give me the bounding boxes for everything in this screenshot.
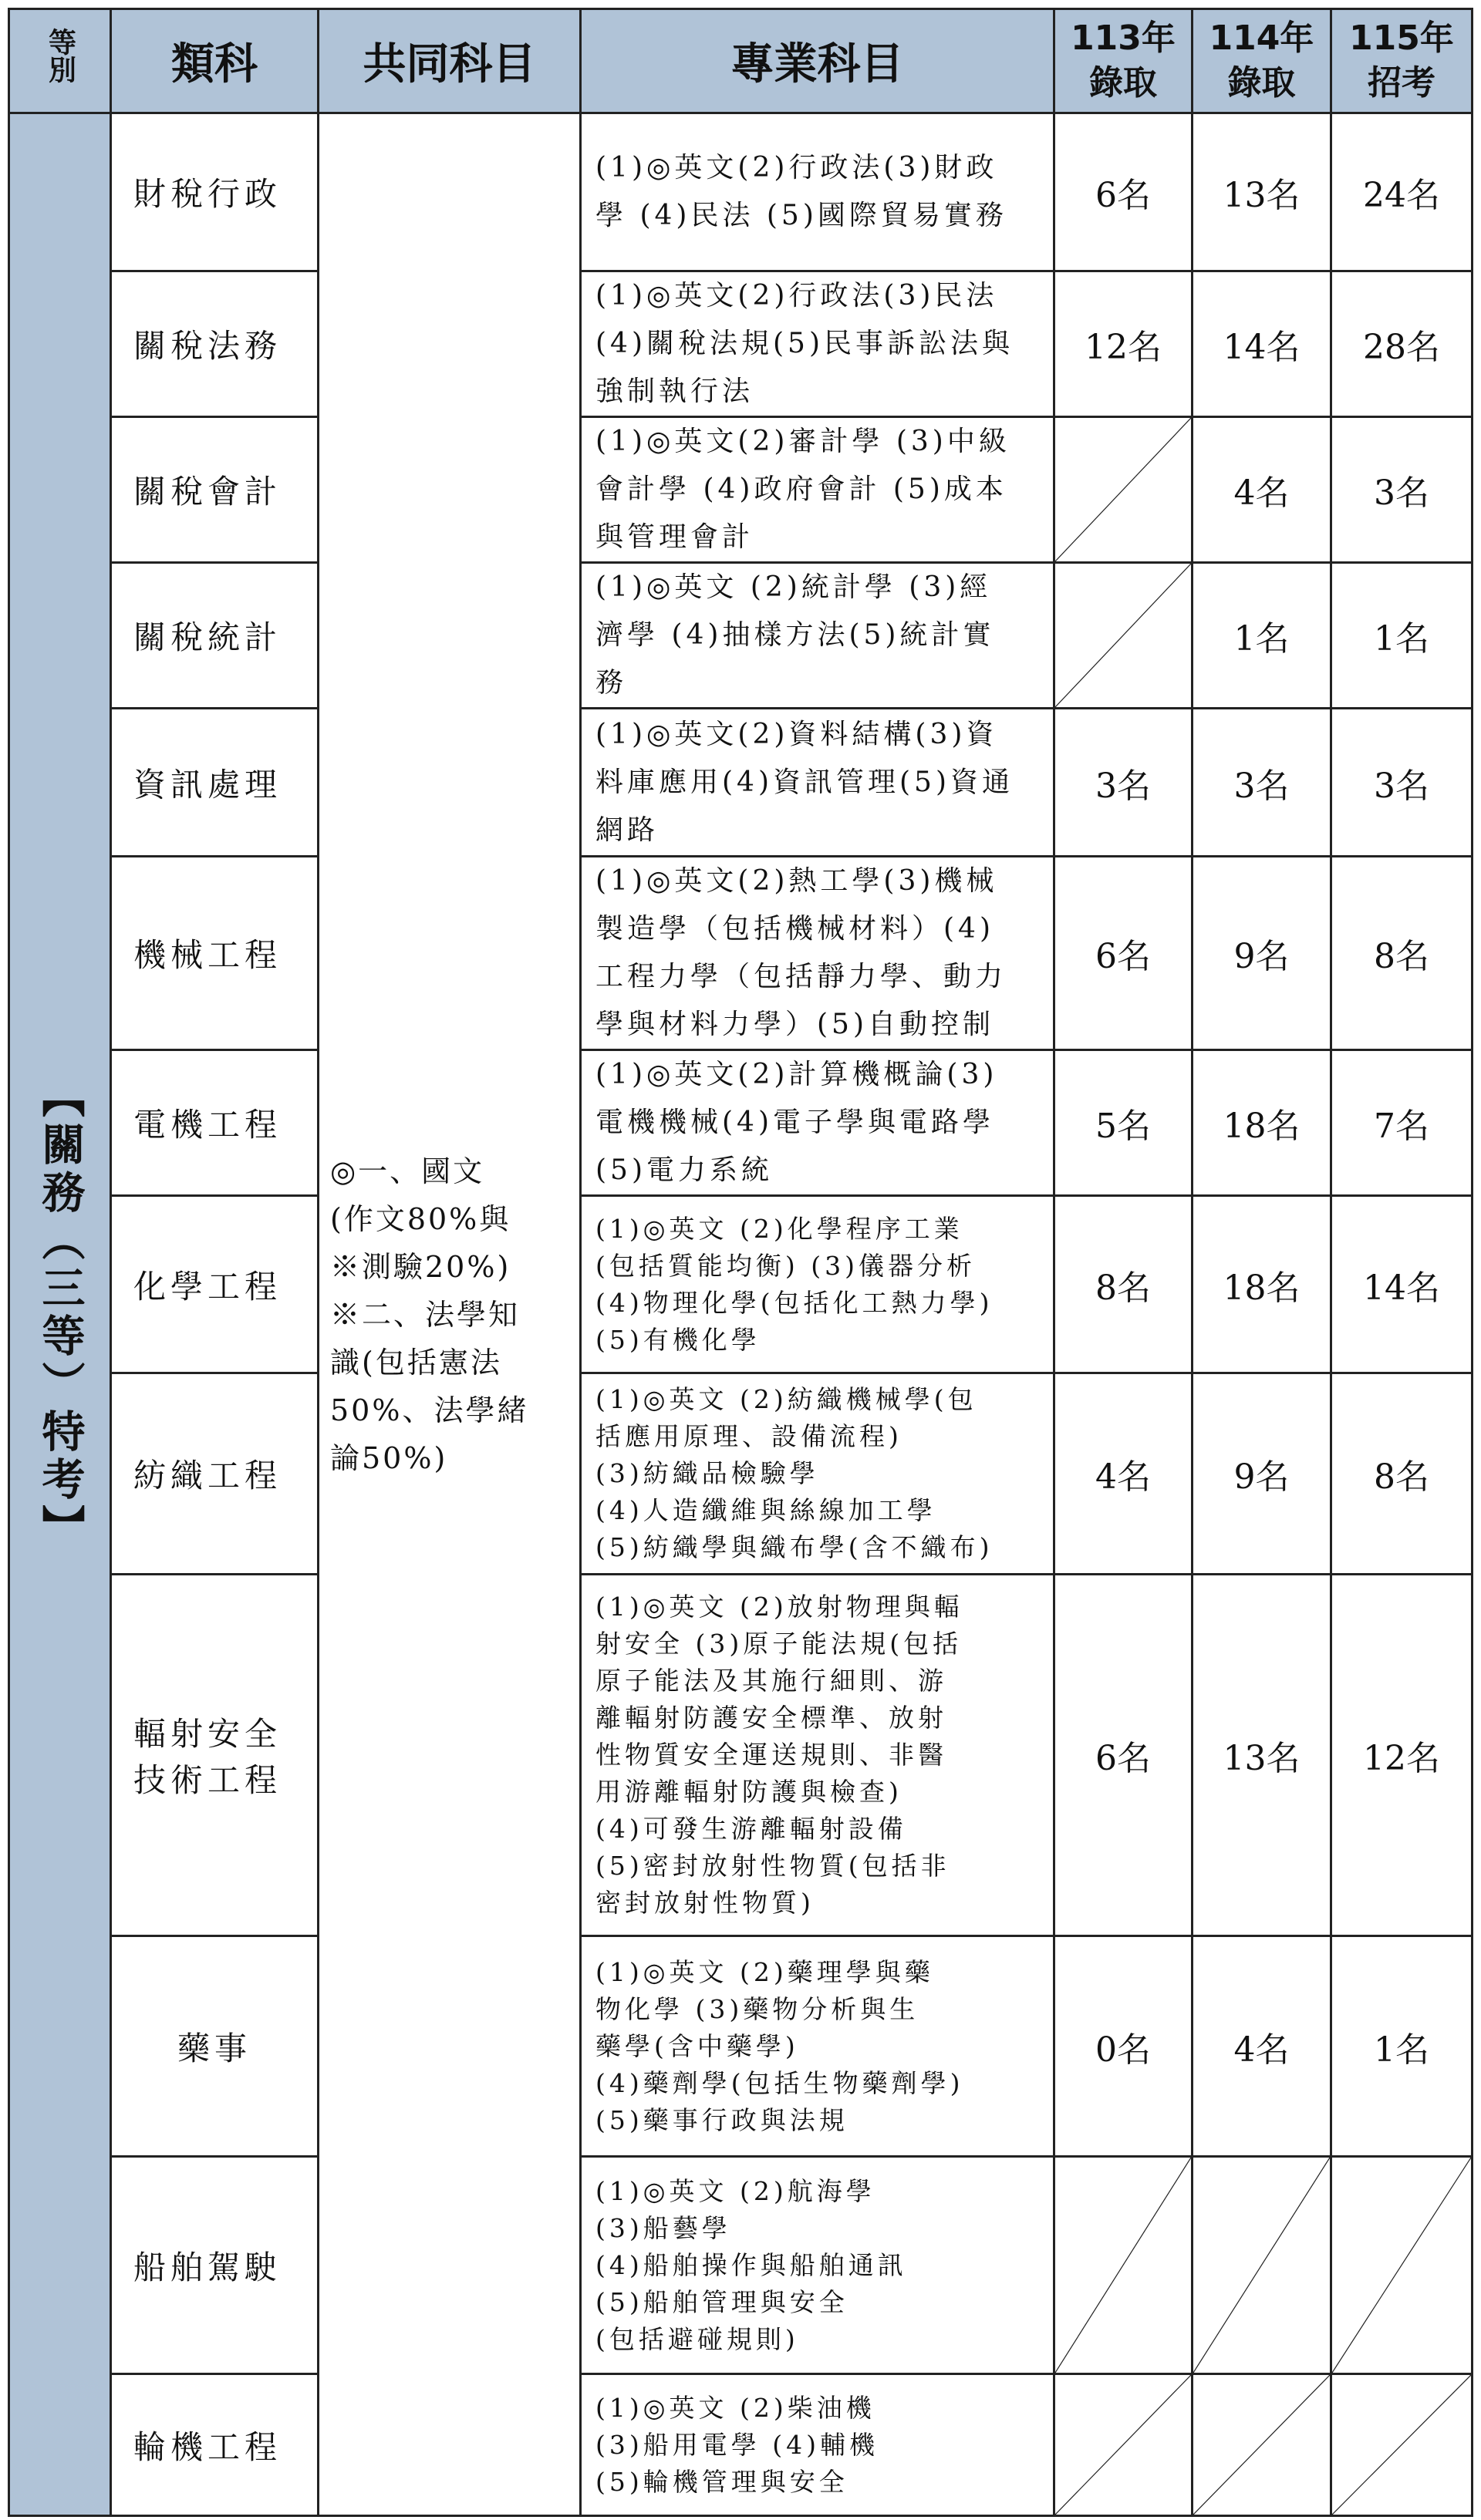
subject-line: 會計學 (4)政府會計 (5)成本 — [595, 473, 1007, 505]
header-114: 114年 錄取 — [1193, 9, 1331, 113]
table-row — [9, 1050, 1473, 1196]
subject-line: (1)◎英文(2)審計學 (3)中級 — [595, 426, 1010, 457]
subject-line: 電機機械(4)電子學與電路學 — [595, 1107, 994, 1138]
subject-line: 物化學 (3)藥物分析與生 — [595, 1993, 919, 2024]
subject-line: 學與材料力學）(5)自動控制 — [595, 1009, 994, 1040]
count-y114: 13名 — [1193, 1575, 1331, 1936]
subject-line: (包括避碰規則) — [595, 2323, 799, 2354]
professional-subjects-cell — [581, 709, 1054, 857]
subject-line: (4)人造纖維與絲線加工學 — [595, 1495, 936, 1525]
not-offered-y113 — [1054, 417, 1193, 563]
subject-line: (5)藥事行政與法規 — [595, 2104, 848, 2135]
table-row — [9, 857, 1473, 1050]
professional-subjects-cell — [581, 1050, 1054, 1196]
count-y114: 4名 — [1193, 1936, 1331, 2157]
count-y115: 8名 — [1331, 1373, 1473, 1575]
header-grade: 等別 — [9, 9, 111, 113]
table-row — [9, 2374, 1473, 2516]
diagonal-slash-icon — [1193, 2375, 1330, 2515]
count-y115: 1名 — [1331, 1936, 1473, 2157]
subject-line: (3)紡織品檢驗學 — [595, 1458, 819, 1488]
subject-line: (1)◎英文 (2)藥理學與藥 — [595, 1956, 934, 1987]
subject-line: (1)◎英文(2)資料結構(3)資 — [595, 718, 998, 750]
subject-line: 用游離輻射防護與檢查) — [595, 1777, 902, 1807]
professional-subjects-cell — [581, 1373, 1054, 1575]
subject-line: (4)關稅法規(5)民事訴訟法與 — [595, 328, 1014, 359]
table-row — [9, 563, 1473, 709]
table-row — [9, 1196, 1473, 1373]
count-y113: 6名 — [1054, 113, 1193, 271]
header-row — [9, 9, 1473, 113]
subject-line: 工程力學（包括靜力學、動力 — [595, 961, 1007, 992]
subject-line: (1)◎英文(2)計算機概論(3) — [595, 1059, 998, 1090]
table-row — [9, 417, 1473, 563]
subject-line: 射安全 (3)原子能法規(包括 — [595, 1629, 963, 1659]
category-cell — [111, 563, 319, 709]
header-category: 類科 — [111, 9, 319, 113]
subject-line: (5)船舶管理與安全 — [595, 2286, 848, 2317]
category-cell — [111, 1196, 319, 1373]
category-cell — [111, 1050, 319, 1196]
grade-label: 【關務（三等）特考】 — [35, 1073, 86, 1552]
professional-subjects-cell — [581, 563, 1054, 709]
subject-line: 與管理會計 — [595, 521, 754, 553]
count-y114: 3名 — [1193, 709, 1331, 857]
subject-line: (3)船用電學 (4)輔機 — [595, 2429, 879, 2460]
subject-line: 濟學 (4)抽樣方法(5)統計實 — [595, 619, 995, 651]
count-y115: 12名 — [1331, 1575, 1473, 1936]
common-subject-line: ※測驗20%) — [330, 1249, 511, 1284]
grade-cell — [9, 113, 111, 2516]
subject-line: (包括質能均衡) (3)儀器分析 — [595, 1250, 976, 1281]
category-line: 輪機工程 — [133, 2427, 282, 2466]
count-y113: 4名 — [1054, 1373, 1193, 1575]
subject-line: (1)◎英文(2)行政法(3)財政 — [595, 152, 998, 184]
professional-subjects-cell — [581, 857, 1054, 1050]
count-y113: 6名 — [1054, 857, 1193, 1050]
subject-line: (1)◎英文 (2)化學程序工業 — [595, 1213, 963, 1244]
professional-subjects-cell — [581, 417, 1054, 563]
not-offered-y113 — [1054, 2157, 1193, 2374]
professional-subjects-cell — [581, 2374, 1054, 2516]
professional-subjects-cell — [581, 1936, 1054, 2157]
count-y113: 6名 — [1054, 1575, 1193, 1936]
category-cell — [111, 709, 319, 857]
common-subject-line: 論50%) — [330, 1440, 448, 1475]
professional-subjects-cell — [581, 271, 1054, 417]
subject-line: (1)◎英文(2)熱工學(3)機械 — [595, 865, 998, 897]
count-y114: 1名 — [1193, 563, 1331, 709]
common-subject-line: 識(包括憲法 — [330, 1345, 502, 1380]
count-y114: 18名 — [1193, 1196, 1331, 1373]
subject-line: (4)可發生游離輻射設備 — [595, 1814, 907, 1844]
category-line: 藥事 — [177, 2029, 251, 2067]
subject-line: (1)◎英文(2)行政法(3)民法 — [595, 280, 998, 312]
subject-line: (1)◎英文 (2)航海學 — [595, 2175, 875, 2206]
count-y115: 1名 — [1331, 563, 1473, 709]
subject-line: 離輻射防護安全標準、放射 — [595, 1703, 947, 1733]
diagonal-slash-icon — [1055, 564, 1191, 707]
category-line: 關稅會計 — [133, 473, 282, 510]
count-y113: 12名 — [1054, 271, 1193, 417]
category-cell — [111, 1575, 319, 1936]
count-y115: 28名 — [1331, 271, 1473, 417]
category-cell — [111, 857, 319, 1050]
subject-line: (4)物理化學(包括化工熱力學) — [595, 1287, 994, 1318]
diagonal-slash-icon — [1055, 418, 1191, 561]
diagonal-slash-icon — [1055, 2375, 1191, 2515]
common-subject-line: ※二、法學知 — [330, 1297, 521, 1332]
subject-line: 務 — [595, 667, 628, 699]
count-y114: 14名 — [1193, 271, 1331, 417]
count-y113: 3名 — [1054, 709, 1193, 857]
common-subjects-cell — [319, 113, 581, 2516]
header-113: 113年 錄取 — [1054, 9, 1193, 113]
count-y115: 3名 — [1331, 417, 1473, 563]
subject-line: 料庫應用(4)資訊管理(5)資通 — [595, 766, 1014, 798]
subject-line: 強制執行法 — [595, 376, 754, 407]
subject-line: (5)電力系統 — [595, 1154, 773, 1186]
category-cell — [111, 2374, 319, 2516]
not-offered-y114 — [1193, 2157, 1331, 2374]
table-row — [9, 1936, 1473, 2157]
subject-line: (5)紡織學與織布學(含不織布) — [595, 1532, 994, 1562]
not-offered-y115 — [1331, 2157, 1473, 2374]
table-row — [9, 113, 1473, 271]
subject-line: (3)船藝學 — [595, 2212, 731, 2243]
not-offered-y115 — [1331, 2374, 1473, 2516]
count-y115: 14名 — [1331, 1196, 1473, 1373]
table-row — [9, 2157, 1473, 2374]
count-y113: 8名 — [1054, 1196, 1193, 1373]
subject-line: 括應用原理、設備流程) — [595, 1421, 902, 1451]
count-y114: 18名 — [1193, 1050, 1331, 1196]
count-y114: 4名 — [1193, 417, 1331, 563]
subject-line: (5)輪機管理與安全 — [595, 2466, 848, 2497]
subject-line: (5)密封放射性物質(包括非 — [595, 1851, 950, 1881]
count-y115: 24名 — [1331, 113, 1473, 271]
subject-line: 藥學(含中藥學) — [595, 2030, 799, 2061]
category-line: 電機工程 — [133, 1106, 282, 1144]
category-line: 技術工程 — [133, 1761, 282, 1799]
count-y114: 9名 — [1193, 857, 1331, 1050]
professional-subjects-cell — [581, 1575, 1054, 1936]
subject-line: (1)◎英文 (2)柴油機 — [595, 2392, 875, 2423]
subject-line: (1)◎英文 (2)紡織機械學(包 — [595, 1384, 977, 1414]
header-professional-subjects: 專業科目 — [581, 9, 1054, 113]
count-y114: 13名 — [1193, 113, 1331, 271]
common-subject-line: (作文80%與 — [330, 1201, 511, 1236]
diagonal-slash-icon — [1055, 2158, 1191, 2373]
category-line: 紡織工程 — [133, 1457, 282, 1494]
subject-line: 原子能法及其施行細則、游 — [595, 1666, 947, 1696]
not-offered-y113 — [1054, 2374, 1193, 2516]
table-row — [9, 1575, 1473, 1936]
common-subject-line: ◎一、國文 — [330, 1154, 485, 1188]
header-115: 115年 招考 — [1331, 9, 1473, 113]
diagonal-slash-icon — [1193, 2158, 1330, 2373]
table-row — [9, 709, 1473, 857]
exam-subjects-table — [8, 8, 1473, 2517]
not-offered-y113 — [1054, 563, 1193, 709]
table-row — [9, 1373, 1473, 1575]
table-row — [9, 271, 1473, 417]
subject-line: 性物質安全運送規則、非醫 — [595, 1740, 947, 1770]
subject-line: (5)有機化學 — [595, 1324, 761, 1355]
count-y113: 0名 — [1054, 1936, 1193, 2157]
category-line: 機械工程 — [133, 936, 282, 974]
not-offered-y114 — [1193, 2374, 1331, 2516]
count-y115: 3名 — [1331, 709, 1473, 857]
subject-line: (1)◎英文 (2)統計學 (3)經 — [595, 571, 992, 603]
category-cell — [111, 2157, 319, 2374]
common-subject-line: 50%、法學緒 — [330, 1393, 529, 1427]
count-y115: 8名 — [1331, 857, 1473, 1050]
category-cell — [111, 417, 319, 563]
subject-line: 網路 — [595, 814, 660, 846]
category-line: 關稅法務 — [133, 327, 282, 365]
subject-line: 學 (4)民法 (5)國際貿易實務 — [595, 200, 1007, 231]
subject-line: (4)藥劑學(包括生物藥劑學) — [595, 2067, 964, 2098]
header-common-subjects: 共同科目 — [319, 9, 581, 113]
category-cell — [111, 113, 319, 271]
category-cell — [111, 1936, 319, 2157]
category-cell — [111, 271, 319, 417]
professional-subjects-cell — [581, 2157, 1054, 2374]
category-cell — [111, 1373, 319, 1575]
count-y115: 7名 — [1331, 1050, 1473, 1196]
category-line: 輻射安全 — [133, 1715, 282, 1753]
category-line: 化學工程 — [133, 1267, 282, 1305]
count-y114: 9名 — [1193, 1373, 1331, 1575]
count-y113: 5名 — [1054, 1050, 1193, 1196]
diagonal-slash-icon — [1332, 2375, 1471, 2515]
professional-subjects-cell — [581, 1196, 1054, 1373]
subject-line: 製造學（包括機械材料）(4) — [595, 913, 994, 945]
category-line: 資訊處理 — [133, 765, 282, 804]
subject-line: (4)船舶操作與船舶通訊 — [595, 2249, 907, 2280]
subject-line: (1)◎英文 (2)放射物理與輻 — [595, 1592, 963, 1622]
category-line: 船舶駕駛 — [133, 2248, 282, 2286]
category-line: 財稅行政 — [133, 175, 282, 213]
category-line: 關稅統計 — [133, 618, 282, 656]
professional-subjects-cell — [581, 113, 1054, 271]
subject-line: 密封放射性物質) — [595, 1888, 815, 1918]
diagonal-slash-icon — [1332, 2158, 1471, 2373]
